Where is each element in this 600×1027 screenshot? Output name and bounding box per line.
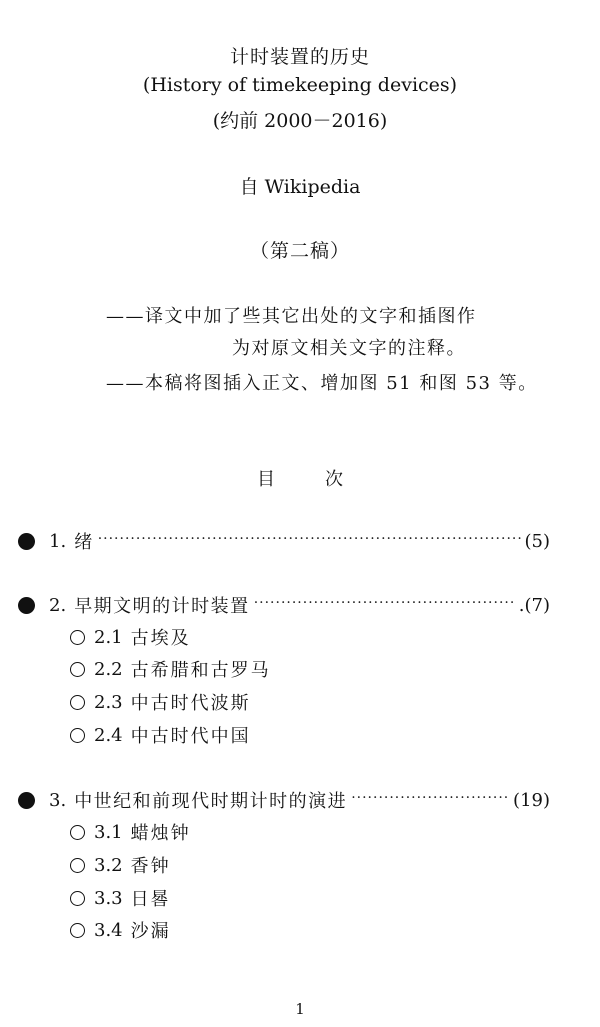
note-line-1: ——译文中加了些其它出处的文字和插图作 xyxy=(106,306,477,327)
hollow-bullet-icon xyxy=(70,695,85,710)
subsection-number: 2.4 xyxy=(94,724,123,746)
toc-subsection-3-3[interactable] xyxy=(70,885,171,911)
subsection-number: 3.1 xyxy=(94,821,123,843)
document-title: 计时装置的历史 xyxy=(229,46,370,68)
section-title: 早期文明的计时装置 xyxy=(74,596,250,617)
subsection-title: 香钟 xyxy=(130,856,171,877)
subsection-title: 中古时代中国 xyxy=(130,726,251,747)
section-page: .(7) xyxy=(518,594,550,616)
toc-subsection-2-2[interactable] xyxy=(70,656,271,682)
page-number: 1 xyxy=(295,1000,305,1018)
subsection-title: 古埃及 xyxy=(130,628,191,649)
toc-subsection-3-2[interactable] xyxy=(70,852,171,878)
subsection-title: 沙漏 xyxy=(130,921,171,942)
source-line: 自 Wikipedia xyxy=(239,176,361,198)
hollow-bullet-icon xyxy=(70,891,85,906)
subsection-title: 日晷 xyxy=(130,889,171,910)
hollow-bullet-icon xyxy=(70,923,85,938)
subsection-number: 2.3 xyxy=(94,691,123,713)
note-line-2: 为对原文相关文字的注释。 xyxy=(232,338,466,359)
date-range: (约前 2000－2016) xyxy=(212,110,388,132)
section-number: 2. xyxy=(49,594,67,616)
toc-subsection-2-3[interactable] xyxy=(70,689,251,715)
hollow-bullet-icon xyxy=(70,662,85,677)
section-title: 绪 xyxy=(74,532,94,553)
section-number: 1. xyxy=(49,530,67,552)
toc-subsection-2-4[interactable] xyxy=(70,722,251,748)
section-number: 3. xyxy=(49,789,67,811)
hollow-bullet-icon xyxy=(70,630,85,645)
filled-bullet-icon xyxy=(18,597,35,614)
dot-leader xyxy=(98,531,521,547)
hollow-bullet-icon xyxy=(70,825,85,840)
toc-heading-left: 目 xyxy=(257,469,275,490)
toc-subsection-3-1[interactable] xyxy=(70,819,191,845)
toc-heading xyxy=(0,465,600,491)
dot-leader xyxy=(254,595,515,611)
subsection-number: 2.1 xyxy=(94,626,123,648)
subsection-number: 3.4 xyxy=(94,919,123,941)
toc-section-3[interactable] xyxy=(18,787,550,813)
toc-section-1[interactable] xyxy=(18,528,550,554)
draft-label: （第二稿） xyxy=(249,240,350,262)
section-page: (19) xyxy=(513,789,550,811)
document-subtitle: (History of timekeeping devices) xyxy=(142,74,458,96)
dot-leader xyxy=(351,790,509,806)
toc-section-2[interactable] xyxy=(18,592,550,618)
hollow-bullet-icon xyxy=(70,728,85,743)
subsection-title: 蜡烛钟 xyxy=(130,823,191,844)
section-title: 中世纪和前现代时期计时的演进 xyxy=(74,791,348,812)
subsection-number: 2.2 xyxy=(94,658,123,680)
filled-bullet-icon xyxy=(18,533,35,550)
note-line-3: ——本稿将图插入正文、增加图 51 和图 53 等。 xyxy=(106,373,538,394)
toc-heading-right: 次 xyxy=(325,469,343,490)
toc-subsection-3-4[interactable] xyxy=(70,917,171,943)
section-page: (5) xyxy=(524,530,550,552)
subsection-title: 古希腊和古罗马 xyxy=(130,660,271,681)
subsection-title: 中古时代波斯 xyxy=(130,693,251,714)
toc-subsection-2-1[interactable] xyxy=(70,624,191,650)
subsection-number: 3.2 xyxy=(94,854,123,876)
hollow-bullet-icon xyxy=(70,858,85,873)
subsection-number: 3.3 xyxy=(94,887,123,909)
filled-bullet-icon xyxy=(18,792,35,809)
